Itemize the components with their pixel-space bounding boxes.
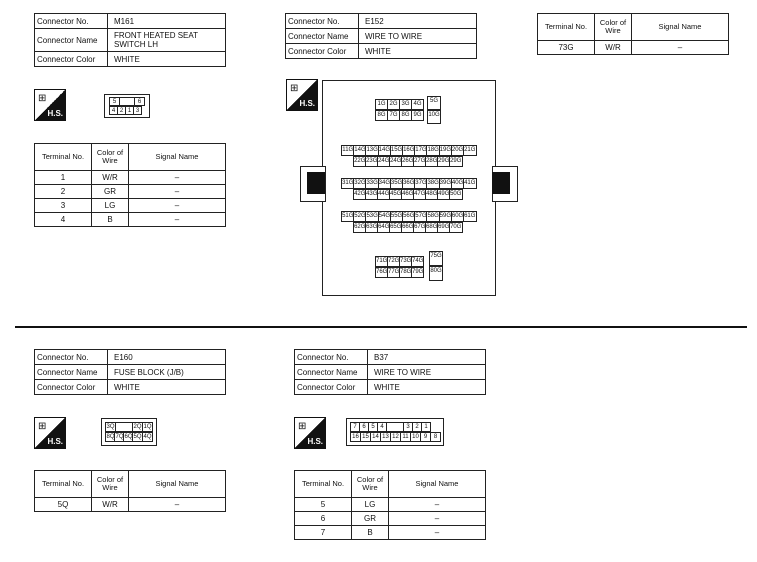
pin: 53G [365, 211, 379, 222]
pin: 5Q [133, 434, 142, 440]
pin: 66G [401, 222, 415, 233]
col-color: Color of Wire [352, 471, 389, 498]
cell: 1 [35, 171, 92, 185]
cell: – [129, 185, 226, 199]
info-value: WIRE TO WIRE [359, 29, 477, 44]
connector-icon: ⊞ [38, 93, 47, 104]
pin: 10G [427, 110, 441, 124]
pin: 9G [411, 110, 424, 121]
pin: 62G [353, 222, 367, 233]
harness-side-icon [34, 417, 66, 449]
pin: 2G [387, 99, 400, 110]
info-key: Connector Color [35, 380, 108, 395]
table-row [35, 213, 226, 227]
cell: – [389, 498, 486, 512]
info-value: WHITE [359, 44, 477, 59]
connector-icon: ⊞ [38, 421, 47, 432]
pin: 65G [389, 222, 403, 233]
info-key: Connector Name [35, 29, 108, 52]
cell: – [632, 41, 729, 55]
pin: 35G [390, 178, 404, 189]
cell: LG [352, 498, 389, 512]
e152-info-table [285, 13, 477, 59]
e152-signal-table [537, 13, 729, 55]
cell: – [129, 213, 226, 227]
info-key: Connector No. [295, 350, 368, 365]
pin: 7Q [115, 434, 124, 440]
col-terminal: Terminal No. [538, 14, 595, 41]
pin: 8Q [106, 434, 115, 440]
section-divider [15, 326, 747, 328]
pin: 5 [368, 422, 378, 432]
pin: 9 [420, 432, 431, 442]
pin: 43G [365, 189, 379, 200]
pin: 71G [375, 256, 388, 267]
pin: 45G [389, 189, 403, 200]
pin: 64G [377, 222, 391, 233]
cell: 3 [35, 199, 92, 213]
cell: LG [92, 199, 129, 213]
pin: 15G [390, 145, 404, 156]
pin: 24G [389, 156, 403, 167]
pin: 5G [427, 96, 441, 110]
pin: 41G [463, 178, 477, 189]
info-value: FRONT HEATED SEAT SWITCH LH [108, 29, 226, 52]
pin: 6Q [124, 434, 133, 440]
pin: 24G [377, 156, 391, 167]
pin: 3G [399, 99, 412, 110]
pin: 48G [425, 189, 439, 200]
pin: 44G [377, 189, 391, 200]
table-row [538, 41, 729, 55]
hs-label: H.S. [307, 437, 323, 446]
pin: 29G [449, 156, 463, 167]
pin: 15 [360, 432, 371, 442]
pin: 14G [353, 145, 367, 156]
col-signal: Signal Name [129, 144, 226, 171]
pin: 13 [380, 432, 391, 442]
pin: 14 [370, 432, 381, 442]
left-latch-fill [307, 172, 325, 194]
pin: 10 [410, 432, 421, 442]
pin [115, 422, 133, 432]
info-key: Connector Color [295, 380, 368, 395]
pin: 23G [365, 156, 379, 167]
e160-signal-table [34, 470, 226, 512]
pin: 40G [451, 178, 465, 189]
cell: 73G [538, 41, 595, 55]
cell: 4 [35, 213, 92, 227]
cell: – [129, 498, 226, 512]
pin: 3 [133, 106, 142, 115]
cell: W/R [92, 171, 129, 185]
pin: 63G [365, 222, 379, 233]
pin: 75G [429, 251, 443, 266]
pin: 33G [365, 178, 379, 189]
pin: 69G [437, 222, 451, 233]
b37-info-table [294, 349, 486, 395]
pin: 20G [451, 145, 465, 156]
pin: 61G [463, 211, 477, 222]
info-value: WHITE [108, 380, 226, 395]
pin: 4 [109, 106, 118, 115]
pin: 3 [403, 422, 413, 432]
m161-signal-table [34, 143, 226, 227]
pin: 11G [341, 145, 355, 156]
hs-label: H.S. [299, 99, 315, 108]
pin: 50G [449, 189, 463, 200]
pin: 67G [413, 222, 427, 233]
pin: 32G [353, 178, 367, 189]
hs-label: H.S. [47, 109, 63, 118]
info-value: E152 [359, 14, 477, 29]
b37-signal-table [294, 470, 486, 540]
pin: 36G [402, 178, 416, 189]
cell: B [92, 213, 129, 227]
cell: W/R [595, 41, 632, 55]
pin: 78G [399, 267, 412, 278]
pin: 1 [125, 106, 134, 115]
table-row [295, 498, 486, 512]
cell: 5Q [35, 498, 92, 512]
pin: 49G [437, 189, 451, 200]
connector-icon: ⊞ [298, 421, 307, 432]
pin: 60G [451, 211, 465, 222]
pin: 77G [387, 267, 400, 278]
harness-side-icon [34, 89, 66, 121]
table-row [295, 526, 486, 540]
pin: 37G [414, 178, 428, 189]
pin: 4 [377, 422, 387, 432]
pin: 42G [353, 189, 367, 200]
pin: 5 [109, 97, 120, 106]
info-value: WHITE [368, 380, 486, 395]
pin: 2 [117, 106, 126, 115]
pin: 22G [353, 156, 367, 167]
connector-icon: ⊞ [290, 83, 299, 94]
table-row [35, 171, 226, 185]
pin: 79G [411, 267, 424, 278]
pin: 1 [421, 422, 431, 432]
e160-info-table [34, 349, 226, 395]
cell: – [129, 171, 226, 185]
pin: 7 [350, 422, 360, 432]
pin: 27G [413, 156, 427, 167]
col-terminal: Terminal No. [295, 471, 352, 498]
hs-label: H.S. [47, 437, 63, 446]
info-value: E160 [108, 350, 226, 365]
pin: 21G [463, 145, 477, 156]
pin: 38G [426, 178, 440, 189]
pin: 80G [429, 266, 443, 281]
pin: 57G [414, 211, 428, 222]
pin: 55G [390, 211, 404, 222]
pin: 11 [400, 432, 411, 442]
info-value: M161 [108, 14, 226, 29]
pin: 31G [341, 178, 355, 189]
pin: 8G [375, 110, 388, 121]
pin: 28G [425, 156, 439, 167]
pin [119, 97, 135, 106]
pin: 16G [402, 145, 416, 156]
pin: 2Q [133, 424, 142, 430]
pin: 12 [390, 432, 401, 442]
pin: 6 [359, 422, 369, 432]
col-terminal: Terminal No. [35, 144, 92, 171]
info-key: Connector Color [286, 44, 359, 59]
info-value: WIRE TO WIRE [368, 365, 486, 380]
e160-connector-face [101, 418, 157, 446]
col-terminal: Terminal No. [35, 471, 92, 498]
pin: 56G [402, 211, 416, 222]
col-signal: Signal Name [129, 471, 226, 498]
pin: 2 [412, 422, 422, 432]
pin: 68G [425, 222, 439, 233]
cell: GR [352, 512, 389, 526]
harness-side-icon [294, 417, 326, 449]
cell: GR [92, 185, 129, 199]
cell: – [389, 512, 486, 526]
info-value: FUSE BLOCK (J/B) [108, 365, 226, 380]
info-value: WHITE [108, 52, 226, 67]
col-color: Color of Wire [595, 14, 632, 41]
pin: 3Q [106, 424, 115, 430]
pin: 8 [430, 432, 441, 442]
cell: 5 [295, 498, 352, 512]
info-key: Connector Color [35, 52, 108, 67]
pin: 74G [411, 256, 424, 267]
right-latch-fill [492, 172, 510, 194]
harness-side-icon [286, 79, 318, 111]
pin: 34G [378, 178, 392, 189]
info-key: Connector No. [286, 14, 359, 29]
cell: W/R [92, 498, 129, 512]
table-row [295, 512, 486, 526]
cell: – [129, 199, 226, 213]
col-color: Color of Wire [92, 144, 129, 171]
pin: 1G [375, 99, 388, 110]
pin: 17G [414, 145, 428, 156]
info-key: Connector No. [35, 14, 108, 29]
pin: 1Q [143, 424, 152, 430]
pin: 14G [378, 145, 392, 156]
cell: 7 [295, 526, 352, 540]
pin: 46G [401, 189, 415, 200]
pin: 39G [439, 178, 453, 189]
pin: 58G [426, 211, 440, 222]
info-key: Connector Name [295, 365, 368, 380]
pin: 4Q [143, 434, 152, 440]
table-row [35, 498, 226, 512]
col-color: Color of Wire [92, 471, 129, 498]
m161-connector-face [104, 94, 150, 118]
col-signal: Signal Name [632, 14, 729, 41]
pin [386, 422, 404, 432]
cell: 6 [295, 512, 352, 526]
cell: – [389, 526, 486, 540]
pin: 19G [439, 145, 453, 156]
pin: 4G [411, 99, 424, 110]
pin: 76G [375, 267, 388, 278]
pin: 47G [413, 189, 427, 200]
pin: 54G [378, 211, 392, 222]
b37-connector-face [346, 418, 444, 446]
pin: 13G [365, 145, 379, 156]
m161-info-table [34, 13, 226, 67]
cell: B [352, 526, 389, 540]
pin: 70G [449, 222, 463, 233]
pin: 73G [399, 256, 412, 267]
pin: 16 [350, 432, 361, 442]
pin: 6 [134, 97, 145, 106]
info-key: Connector Name [286, 29, 359, 44]
table-row [35, 199, 226, 213]
pin: 26G [401, 156, 415, 167]
pin: 51G [341, 211, 355, 222]
pin: 8G [399, 110, 412, 121]
info-key: Connector Name [35, 365, 108, 380]
pin: 7G [387, 110, 400, 121]
pin: 18G [426, 145, 440, 156]
table-row [35, 185, 226, 199]
pin: 52G [353, 211, 367, 222]
pin: 72G [387, 256, 400, 267]
pin: 59G [439, 211, 453, 222]
col-signal: Signal Name [389, 471, 486, 498]
pin: 29G [437, 156, 451, 167]
info-key: Connector No. [35, 350, 108, 365]
cell: 2 [35, 185, 92, 199]
info-value: B37 [368, 350, 486, 365]
